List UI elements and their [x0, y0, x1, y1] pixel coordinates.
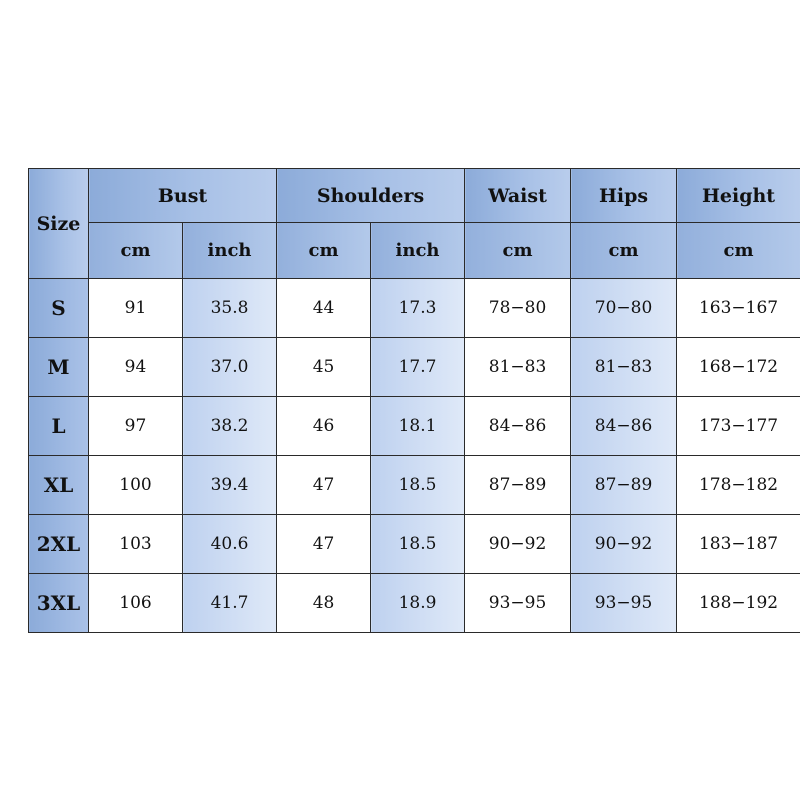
cell-shoulders-cm: 46 [277, 397, 371, 456]
cell-bust-cm: 100 [89, 456, 183, 515]
header-shoulders: Shoulders [277, 169, 465, 223]
unit-height-cm: cm [677, 223, 800, 279]
size-label-cell: 3XL [29, 574, 89, 633]
cell-hips-cm: 90−92 [571, 515, 677, 574]
cell-height-cm: 188−192 [677, 574, 800, 633]
cell-waist-cm: 87−89 [465, 456, 571, 515]
size-label-cell: XL [29, 456, 89, 515]
header-height: Height [677, 169, 800, 223]
table-row [29, 456, 800, 515]
cell-bust-inch: 40.6 [183, 515, 277, 574]
cell-shoulders-inch: 18.5 [371, 515, 465, 574]
cell-bust-cm: 91 [89, 279, 183, 338]
table-row [29, 279, 800, 338]
header-bust: Bust [89, 169, 277, 223]
cell-bust-inch: 38.2 [183, 397, 277, 456]
size-chart-table [28, 168, 800, 633]
cell-bust-inch: 37.0 [183, 338, 277, 397]
cell-bust-cm: 106 [89, 574, 183, 633]
cell-hips-cm: 84−86 [571, 397, 677, 456]
cell-bust-inch: 39.4 [183, 456, 277, 515]
cell-shoulders-cm: 44 [277, 279, 371, 338]
unit-bust-cm: cm [89, 223, 183, 279]
cell-height-cm: 178−182 [677, 456, 800, 515]
cell-height-cm: 183−187 [677, 515, 800, 574]
cell-shoulders-cm: 47 [277, 456, 371, 515]
cell-shoulders-cm: 47 [277, 515, 371, 574]
cell-shoulders-inch: 18.5 [371, 456, 465, 515]
cell-hips-cm: 93−95 [571, 574, 677, 633]
cell-bust-cm: 94 [89, 338, 183, 397]
table-row [29, 338, 800, 397]
cell-waist-cm: 81−83 [465, 338, 571, 397]
cell-shoulders-inch: 18.9 [371, 574, 465, 633]
cell-waist-cm: 90−92 [465, 515, 571, 574]
cell-shoulders-inch: 18.1 [371, 397, 465, 456]
size-label-cell: 2XL [29, 515, 89, 574]
cell-waist-cm: 78−80 [465, 279, 571, 338]
cell-height-cm: 173−177 [677, 397, 800, 456]
cell-shoulders-cm: 48 [277, 574, 371, 633]
cell-bust-cm: 103 [89, 515, 183, 574]
cell-height-cm: 168−172 [677, 338, 800, 397]
header-waist: Waist [465, 169, 571, 223]
unit-shoulders-cm: cm [277, 223, 371, 279]
cell-waist-cm: 93−95 [465, 574, 571, 633]
cell-hips-cm: 81−83 [571, 338, 677, 397]
unit-waist-cm: cm [465, 223, 571, 279]
cell-height-cm: 163−167 [677, 279, 800, 338]
cell-shoulders-cm: 45 [277, 338, 371, 397]
cell-hips-cm: 87−89 [571, 456, 677, 515]
unit-row [29, 223, 800, 279]
unit-bust-inch: inch [183, 223, 277, 279]
table-row [29, 574, 800, 633]
cell-bust-inch: 41.7 [183, 574, 277, 633]
size-label-cell: S [29, 279, 89, 338]
header-row [29, 169, 800, 223]
cell-shoulders-inch: 17.7 [371, 338, 465, 397]
header-size: Size [29, 169, 89, 279]
table-row [29, 397, 800, 456]
cell-hips-cm: 70−80 [571, 279, 677, 338]
cell-bust-inch: 35.8 [183, 279, 277, 338]
cell-waist-cm: 84−86 [465, 397, 571, 456]
cell-shoulders-inch: 17.3 [371, 279, 465, 338]
size-label-cell: L [29, 397, 89, 456]
unit-shoulders-inch: inch [371, 223, 465, 279]
size-label-cell: M [29, 338, 89, 397]
header-hips: Hips [571, 169, 677, 223]
unit-hips-cm: cm [571, 223, 677, 279]
table-row [29, 515, 800, 574]
cell-bust-cm: 97 [89, 397, 183, 456]
